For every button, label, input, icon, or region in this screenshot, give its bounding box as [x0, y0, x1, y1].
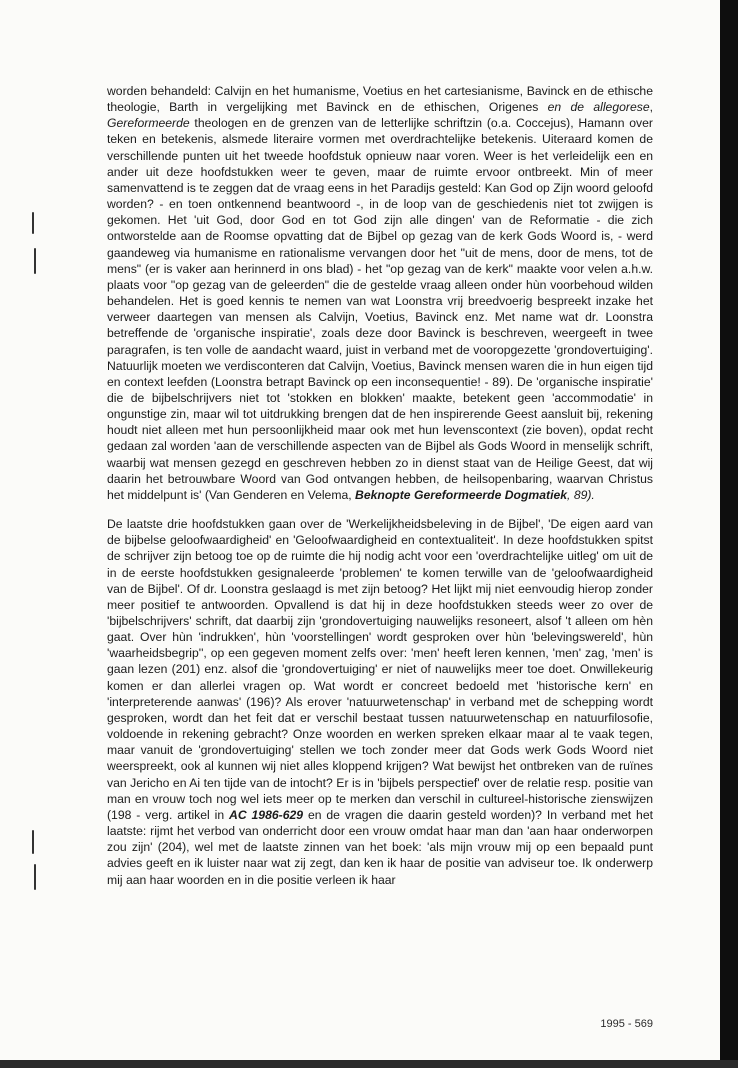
page-number: 1995 - 569 [600, 1018, 653, 1030]
binding-mark [32, 212, 34, 234]
binding-mark [34, 248, 36, 274]
italic-phrase: en de allegorese [547, 100, 650, 115]
italic-phrase: Gereformeerde [107, 116, 190, 131]
book-reference: Beknopte Gereformeerde Dogmatiek [355, 487, 568, 502]
scan-edge-right [720, 0, 738, 1068]
binding-mark [32, 830, 34, 854]
body-paragraph-2: De laatste drie hoofdstukken gaan over de 'Werkelijkheidsbeleving in de Bijbel', 'De eigen aard van de bijbelse geloofwaardigheid' en 'Geloofwaardigheid en contextualiteit'. In deze hoofdstukken spitst de schrijver zijn betoog toe op de ruimte die hij nodig acht voor een 'overdrachtelijke uitleg' om uit de in de eerste hoofdstukken gesignaleerde 'problemen' te komen terwille van de 'geloofwaardigheid van de Bijbel'. Of dr. Loonstra geslaagd is met zijn betoog? Het lijkt mij niet eenvoudig hierop zonder meer positief te antwoorden. Opvallend is dat hij in deze hoofdstukken steeds weer zo over de 'bijbelschrijvers' schrift, dat daarbij zijn 'grondovertuiging nauwelijks resoneert, alsof 't alleen om hèn gaat. Over hùn 'indrukken', hùn 'voorstellingen' wordt gesproken over hùn 'belevingswereld', hùn 'waarheidsbegrip'', op een gegeven moment zelfs over: 'men' heeft leren kennen, 'men' zag, 'men' is gaan lezen (201) enz. alsof die 'grondovertuiging' er niet of nauwelijks meer toe doet. Onwillekeurig komen er dan allerlei vragen op. Wat wordt er concreet bedoeld met 'historische kern' en 'interpreterende aanwas' (196)? Als erover 'natuurwetenschap' in verband met de schepping wordt gesproken, wordt dan het feit dat er verschil bestaat tussen natuurwetenschap en natuurfilosofie, voldoende in rekening gebracht? Onze woorden en werken spreken elkaar maar al te vaak tegen, maar vanuit de 'grondovertuiging' stellen we toch zonder meer dat Gods werk Gods Woord niet weerspreekt, ook al kunnen wij niet alles kloppend krijgen? Wat bewijst het ontbreken van de ruïnes van Jericho en Ai ten tijde van de intocht? Er is in 'bijbels perspectief' over de relatie resp. positie van man en vrouw toch nog wel iets meer op te merken dan verschil in cultureel-historische zienswijzen (198 - verg. artikel in AC 1986-629 en de vragen die daarin gesteld worden)? In verband met het laatste: rijmt het verbod van onderricht door een vrouw omdat haar man dan 'aan haar onderworpen zou zijn' (204), wel met de laatste zinnen van het boek: 'als mijn vrouw mij op een bepaald punt advies geeft en ik luister naar wat zij zegt, dan ken ik haar de positie van adviseur toe. Ik onderwerp mij aan haar woorden en in die positie verleen ik haar [107, 517, 653, 887]
body-paragraph-1: worden behandeld: Calvijn en het humanisme, Voetius en het cartesianisme, Bavinck en de ethische theologie, Barth in vergelijking met Bavinck en de ethischen, Origenes en de allegorese, Gereformeerde theologen en de grenzen van de letterlijke schriftzin (o.a. Coccejus), Hamann over teken en betekenis, alsmede literaire vormen met overdrachtelijke betekenis. Uiteraard komen de verschillende punten uit het tweede hoofdstuk opnieuw naar voren. Weer is het verleidelijk een en ander uit deze hoofdstukken weer te geven, maar de ruimte ervoor ontbreekt. Min of meer samenvattend is te zeggen dat de vraag eens in het Paradijs gesteld: Kan God op Zijn woord geloofd worden? - en toen ontkennend beantwoord -, in de loop van de geschiedenis niet tot zwijgen is gekomen. Het 'uit God, door God en tot God zijn alle dingen' van de Reformatie - die zich ontworstelde aan de Roomse opvatting dat de Bijbel op gezag van de kerk Gods Woord is, - werd gaandeweg via humanisme en rationalisme vervangen door het "uit de mens, door de mens, tot de mens" (er is vaker aan herinnerd in ons blad) - het "op gezag van de kerk" maakte voor velen a.h.w. plaats voor "op gezag van de geleerden" die de gestelde vraag alleen onder hùn voorbehoud wilden behandelen. Het is goed kennis te nemen van wat Loonstra vrij breedvoerig bespreekt inzake het verweer daartegen van mensen als Calvijn, Voetius, Bavinck enz. Met name wat dr. Loonstra betreffende de 'organische inspiratie', zoals deze door Bavinck is beschreven, weergeeft in twee paragrafen, is ten volle de aandacht waard, juist in verband met de vooropgezette 'grondovertuiging'. Natuurlijk moeten we verdisconteren dat Calvijn, Voetius, Bavinck mensen waren die in hun eigen tijd en context leefden (Loonstra betrapt Bavinck op een inconsequentie! - 89). De 'organische inspiratie' die de bijbelschrijvers niet tot 'stokken en blokken' maakte, betekent geen 'accommodatie' in ongunstige zin, maar wil tot uitdrukking brengen dat de hen inspirerende Geest aansluit bij, rekening houdt niet alleen met hun persoonlijkheid maar ook met hun levenscontext (zie boven), opdat recht gedaan zal worden 'aan de verschillende aspecten van de Bijbel als Gods Woord in menselijk schrift, waarbij wat mensen gezegd en geschreven hebben zo in dienst staat van de Heilige Geest, dat wij daarin het betrouwbare Woord van God ontvangen hebben, de heilsopenbaring, waarvan Christus het middelpunt is' (Van Genderen en Velema, Beknopte Gereformeerde Dogmatiek, 89). [107, 84, 653, 502]
binding-mark [34, 864, 36, 890]
text-column [107, 83, 653, 888]
article-reference: AC 1986-629 [229, 807, 304, 822]
scan-edge-bottom [0, 1060, 738, 1068]
